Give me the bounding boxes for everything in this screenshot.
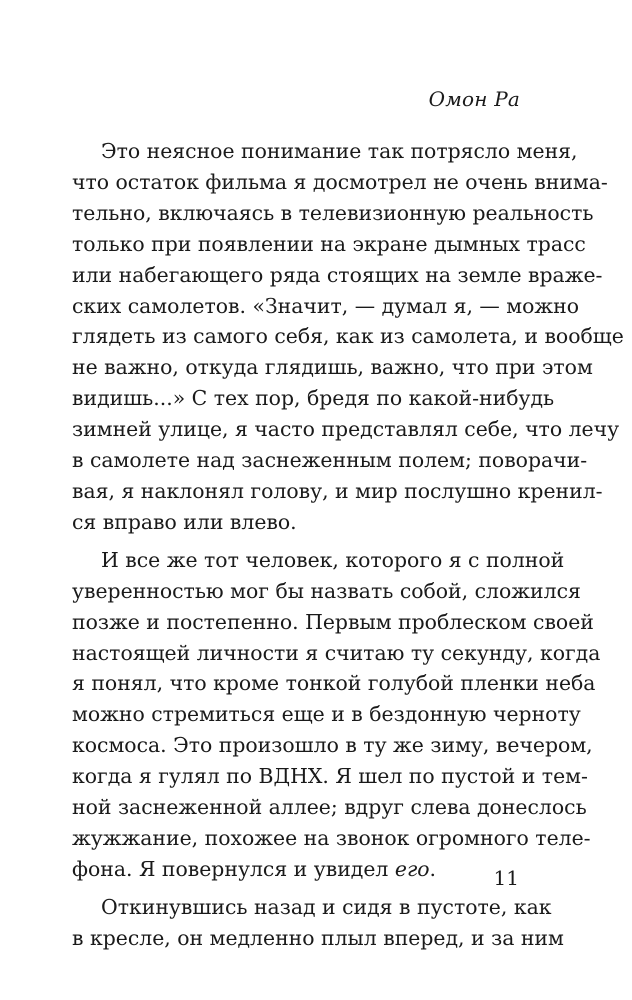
paragraph-2 (72, 545, 601, 885)
text-line: когда я гулял по ВДНХ. Я шел по пустой и тем- (72, 764, 588, 789)
text-line: космоса. Это произошло в ту же зиму, вечером, (72, 733, 593, 758)
text-line: только при появлении на экране дымных трасс (72, 231, 586, 256)
text-line: в кресле, он медленно плыл вперед, и за ним (72, 925, 564, 950)
text-line: ся вправо или влево. (72, 509, 297, 534)
text-line: тельно, включаясь в телевизионную реальность (72, 200, 594, 225)
body-text (72, 136, 624, 961)
text-run: фона. Я повернулся и увидел (72, 856, 395, 881)
page-number: 11 (493, 866, 519, 890)
text-line: не важно, откуда глядишь, важно, что при этом (72, 355, 593, 380)
text-line: настоящей личности я считаю ту секунду, когда (72, 640, 601, 665)
text-line: уверенностью мог бы назвать собой, сложился (72, 578, 581, 603)
text-line: можно стремиться еще и в бездонную черноту (72, 702, 581, 727)
text-line: позже и постепенно. Первым проблеском своей (72, 609, 594, 634)
text-line: Откинувшись назад и сидя в пустоте, как (101, 894, 552, 919)
text-line: видишь...» С тех пор, бредя по какой-нибудь (72, 386, 555, 411)
text-line: И все же тот человек, которого я с полной (101, 547, 565, 572)
paragraph-3 (72, 892, 564, 954)
text-line: ной заснеженной аллее; вдруг слева донеслось (72, 795, 587, 820)
text-line: глядеть из самого себя, как из самолета, и вообще (72, 324, 624, 349)
text-line: или набегающего ряда стоящих на земле враже- (72, 262, 603, 287)
text-line: ских самолетов. «Значит, — думал я, — можно (72, 293, 580, 318)
text-run: . (429, 856, 437, 881)
text-line: что остаток фильма я досмотрел не очень внима- (72, 169, 608, 194)
text-line: в самолете над заснеженным полем; поворачи- (72, 448, 588, 473)
italic-word: его (394, 856, 430, 881)
text-line: жужжание, похожее на звонок огромного теле- (72, 825, 591, 850)
text-line: Это неясное понимание так потрясло меня, (101, 139, 578, 163)
paragraph-1 (72, 136, 624, 538)
text-line: вая, я наклонял голову, и мир послушно кренил- (72, 478, 603, 503)
running-title: Омон Ра (428, 87, 520, 111)
text-line: зимней улице, я часто представлял себе, что лечу (72, 417, 620, 442)
text-line: я понял, что кроме тонкой голубой пленки неба (72, 671, 596, 696)
text-line-final (72, 854, 520, 885)
